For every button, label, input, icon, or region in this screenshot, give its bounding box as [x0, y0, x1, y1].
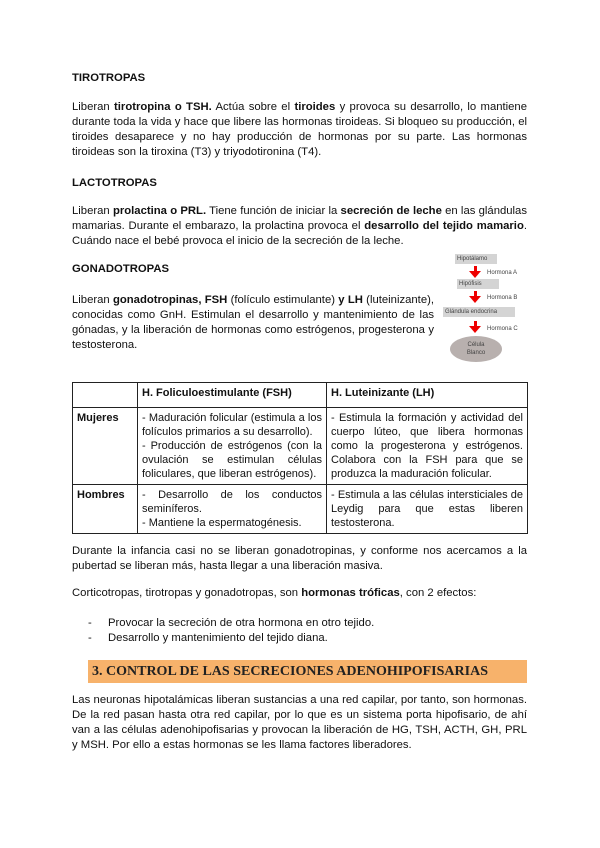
paragraph-infancia: Durante la infancia casi no se liberan gonadotropinas, y conforme nos acercamos a la pubertad se liberan más, hasta llegar a una liberación masiva. [72, 545, 527, 572]
heading-gonadotropas: GONADOTROPAS [72, 263, 170, 275]
heading-tirotropas: TIROTROPAS [72, 72, 146, 84]
header-fsh: H. Foliculoestimulante (FSH) [138, 383, 327, 408]
hormone-cascade-diagram [440, 250, 580, 375]
diagram-box-gland: Glándula endocrina [443, 307, 515, 317]
diagram-box-pituitary: Hipófisis [457, 279, 499, 289]
paragraph-tirotropas: Liberan tirotropina o TSH. Actúa sobre el tiroides y provoca su desarrollo, lo mantiene durante toda la vida y hace que libere las hormonas tiroideas. Si bloqueo su producción, el tiroides desaparece y no hay producción de hormonas por su parte. Las hormonas tiroideas son la tiroxina (T3) y triyodotironina (T4). [72, 101, 528, 158]
paragraph-control: Las neuronas hipotalámicas liberan sustancias a una red capilar, por tanto, son hormonas. De la red pasan hasta otra red capilar, por lo que es un sistema porta hipofisario, de ahí van a las células adenohipofisarias y provocan la liberación de HG, TSH, ACTH, GH, PRL y MSH. Por ello a estas hormonas se les llama factores liberadores. [72, 694, 527, 751]
diagram-box-hypothalamus: Hipotálamo [455, 254, 497, 264]
heading-lactotropas: LACTOTROPAS [72, 177, 157, 189]
table-row: Mujeres - Maduración folicular (estimula a los folículos primarios a su desarrollo). - Producción de estrógenos (con la ovulación se estimulan células foliculares, que liberan estrógenos). - Estimula la formación y actividad del cuerpo lúteo, que libera hormonas como la progesterona y estrógenos. Colabora con la FSH para que se produzca la maduración folicular. [73, 408, 528, 485]
diagram-label-hormone-a: Hormona A [487, 270, 518, 276]
table-row: Hombres - Desarrollo de los conductos seminíferos. - Mantiene la espermatogénesis. - Estimula a las células intersticiales de Leydig para que estas liberen testosterona. [73, 485, 528, 534]
row-label: Hombres [73, 485, 138, 534]
table-header-row [73, 383, 528, 408]
document-page: TIROTROPAS Liberan tirotropina o TSH. Actúa sobre el tiroides y provoca su desarrollo, lo mantiene durante toda la vida y hace que libere las hormonas tiroideas. Si bloqueo su producción, el tiroides desaparece y no hay producción de hormonas por su parte. Las hormonas tiroideas son la tiroxina (T3) y triyodotironina (T4). LACTOTROPAS Liberan prolactina o PRL. Tiene función de iniciar la secreción de leche en las glándulas mamarias. Durante el embarazo, la prolactina provoca el desarrollo del tejido mamario. Cuándo nace el bebé provoca el inicio de la secreción de la leche. GONADOTROPAS Liberan gonadotropinas, FSH (folículo estimulante) y LH (luteinizante), conocidas como GnH. Estimulan el desarrollo y mantenimiento de las gónadas, y la liberación de hormonas como estrógenos, progesterona y testosterona. Hipotálamo Hormona A Hipófisis Hormona B Glándula endocrina Hormona C Célula Blanco H. Foliculoestimulante (FSH) H. Luteinizante (LH) Mujeres - Maduración folicular (estimula a los folículos primarios a su desarrollo). - Producción de estrógenos (con la ovulación se estimulan células foliculares, que liberan estrógenos). - Estimula la formación y actividad del cuerpo lúteo, que libera hormonas como la progesterona y estrógenos. Colabora con la FSH para que se produzca la maduración folicular. Hombres - Desarrollo de los conductos seminíferos. - Mantiene la espermatogénesis. - Estimula a las células intersticiales de Leydig para que estas liberen testosterona. Durante la infancia casi no se liberan gonadotropinas, y conforme nos acercamos a la pubertad se liberan más, hasta llegar a una liberación masiva. Corticotropas, tirotropas y gonadotropas, son hormonas tróficas, con 2 efectos: - Provocar la secreción de otra hormona en otro tejido. - Desarrollo y mantenimiento del tejido diana. 3. CONTROL DE LAS SECRECIONES ADENOHIPOFISARIAS Las neuronas hipotalámicas liberan sustancias a una red capilar, por tanto, son hormonas. De la red pasan hasta otra red capilar, por lo que es un sistema porta hipofisario, de ahí van a las células adenohipofisarias y provocan la liberación de HG, TSH, ACTH, GH, PRL y MSH. Por ello a estas hormonas se les llama factores liberadores. [0, 0, 600, 848]
section-heading: 3. CONTROL DE LAS SECRECIONES ADENOHIPOFISARIAS [88, 660, 527, 683]
gonadotropin-table [72, 382, 528, 534]
paragraph-troficas: Corticotropas, tirotropas y gonadotropas, son hormonas tróficas, con 2 efectos: [72, 587, 477, 599]
paragraph-gonadotropas: Liberan gonadotropinas, FSH (folículo estimulante) y LH (luteinizante), conocidas como GnH. Estimulan el desarrollo y mantenimiento de las gónadas, y la liberación de hormonas como estrógenos, progesterona y testosterona. [72, 294, 434, 351]
paragraph-lactotropas: Liberan prolactina o PRL. Tiene función de iniciar la secreción de leche en las glándulas mamarias. Durante el embarazo, la prolactina provoca el desarrollo del tejido mamario. Cuándo nace el bebé provoca el inicio de la secreción de la leche. [72, 205, 527, 247]
row-label: Mujeres [73, 408, 138, 485]
header-lh: H. Luteinizante (LH) [327, 383, 528, 408]
diagram-label-hormone-c: Hormona C [487, 326, 518, 332]
diagram-target-cell: Célula Blanco [450, 336, 502, 362]
diagram-label-hormone-b: Hormona B [487, 295, 518, 301]
